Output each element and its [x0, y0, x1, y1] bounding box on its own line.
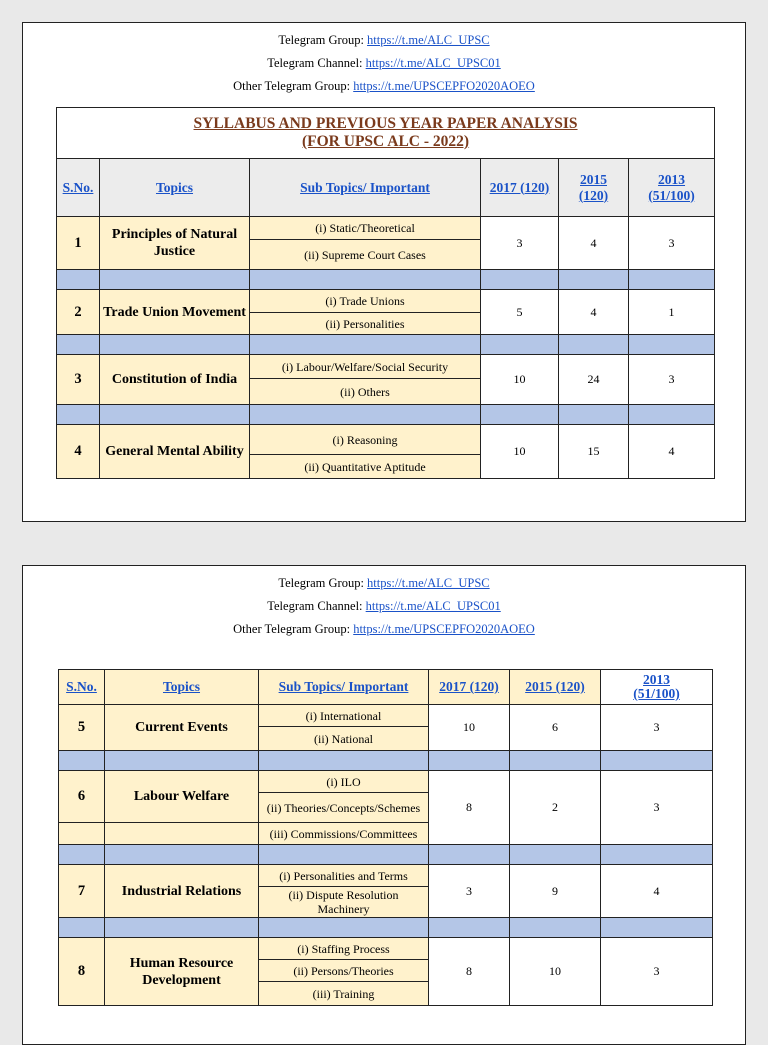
row-subtopic: (ii) National: [259, 727, 429, 751]
separator-row: [59, 751, 713, 771]
row-subtopic: (ii) Dispute Resolution Machinery: [259, 887, 429, 918]
telegram-group-label: Telegram Group:: [278, 33, 368, 47]
row-sno: 3: [57, 355, 100, 405]
row-sno: 6: [59, 771, 105, 823]
header-row: [57, 159, 715, 217]
document-page-1: [22, 22, 746, 522]
telegram-channel-link[interactable]: https://t.me/ALC_UPSC01: [365, 599, 501, 613]
row-2013: 3: [601, 705, 713, 751]
telegram-channel-line: [23, 52, 745, 75]
header-2015: 2015 (120): [559, 159, 629, 217]
table-title: [57, 108, 715, 159]
row-2015: 4: [559, 290, 629, 335]
table-row: [57, 290, 715, 313]
header-sno: S.No.: [57, 159, 100, 217]
other-telegram-label: Other Telegram Group:: [233, 79, 354, 93]
telegram-group-line: [23, 572, 745, 595]
row-2015: 15: [559, 425, 629, 479]
row-topic: Trade Union Movement: [100, 290, 250, 335]
other-telegram-label: Other Telegram Group:: [233, 622, 354, 636]
table-row: [59, 771, 713, 793]
row-2015: 6: [510, 705, 601, 751]
row-topic: Human Resource Development: [105, 938, 259, 1006]
row-subtopic: (iii) Commissions/Committees: [259, 823, 429, 845]
other-telegram-link[interactable]: https://t.me/UPSCEPFO2020AOEO: [353, 79, 535, 93]
title-line-1: SYLLABUS AND PREVIOUS YEAR PAPER ANALYSIS: [193, 115, 578, 132]
row-subtopic: (i) Personalities and Terms: [259, 865, 429, 887]
row-sno: 1: [57, 217, 100, 270]
row-subtopic: (iii) Training: [259, 982, 429, 1006]
row-2013: 3: [601, 771, 713, 845]
table-row: [59, 705, 713, 727]
table-row: [57, 217, 715, 240]
row-2013: 3: [629, 355, 715, 405]
row-subtopic: (ii) Quantitative Aptitude: [250, 455, 481, 479]
separator-row: [57, 405, 715, 425]
header-2017: 2017 (120): [481, 159, 559, 217]
row-subtopic: (i) ILO: [259, 771, 429, 793]
row-subtopic: (ii) Personalities: [250, 313, 481, 335]
header-2017: 2017 (120): [429, 670, 510, 705]
row-2017: 10: [429, 705, 510, 751]
row-2015: 24: [559, 355, 629, 405]
telegram-group-link[interactable]: https://t.me/ALC_UPSC: [367, 33, 490, 47]
telegram-links: [23, 572, 745, 641]
other-telegram-line: [23, 618, 745, 641]
row-sno: 5: [59, 705, 105, 751]
syllabus-table-1: [56, 107, 715, 479]
row-subtopic: (i) Static/Theoretical: [250, 217, 481, 240]
syllabus-table-2: [58, 669, 713, 1006]
row-topic: Principles of Natural Justice: [100, 217, 250, 270]
row-topic: Labour Welfare: [105, 771, 259, 823]
telegram-group-link[interactable]: https://t.me/ALC_UPSC: [367, 576, 490, 590]
telegram-channel-link[interactable]: https://t.me/ALC_UPSC01: [365, 56, 501, 70]
row-2013: 3: [629, 217, 715, 270]
row-topic: General Mental Ability: [100, 425, 250, 479]
row-subtopic: (ii) Theories/Concepts/Schemes: [259, 793, 429, 823]
row-2015: 9: [510, 865, 601, 918]
header-2013: 2013 (51/100): [629, 159, 715, 217]
separator-row: [57, 335, 715, 355]
other-telegram-line: [23, 75, 745, 98]
row-topic: Constitution of India: [100, 355, 250, 405]
separator-row: [57, 270, 715, 290]
telegram-channel-label: Telegram Channel:: [267, 56, 366, 70]
row-subtopic: (ii) Persons/Theories: [259, 960, 429, 982]
row-sno: 8: [59, 938, 105, 1006]
telegram-channel-label: Telegram Channel:: [267, 599, 366, 613]
row-sno: 2: [57, 290, 100, 335]
row-2017: 3: [429, 865, 510, 918]
row-2015: 10: [510, 938, 601, 1006]
telegram-group-line: [23, 29, 745, 52]
header-sno: S.No.: [59, 670, 105, 705]
header-subtopics: Sub Topics/ Important: [250, 159, 481, 217]
separator-row: [59, 918, 713, 938]
header-2015: 2015 (120): [510, 670, 601, 705]
row-2017: 10: [481, 425, 559, 479]
header-row: [59, 670, 713, 705]
row-subtopic: (i) Staffing Process: [259, 938, 429, 960]
row-sno: 4: [57, 425, 100, 479]
row-2017: 8: [429, 938, 510, 1006]
row-2017: 8: [429, 771, 510, 845]
row-2013: 4: [629, 425, 715, 479]
header-2013: 2013 (51/100): [601, 670, 713, 705]
telegram-links: [23, 29, 745, 98]
separator-row: [59, 845, 713, 865]
table-row: [59, 938, 713, 960]
row-subtopic: (i) Reasoning: [250, 425, 481, 455]
row-2017: 5: [481, 290, 559, 335]
telegram-group-label: Telegram Group:: [278, 576, 368, 590]
row-subtopic: (i) Trade Unions: [250, 290, 481, 313]
title-line-2: (FOR UPSC ALC - 2022): [302, 133, 470, 150]
row-2017: 3: [481, 217, 559, 270]
row-subtopic: (ii) Others: [250, 379, 481, 405]
row-subtopic: (i) International: [259, 705, 429, 727]
other-telegram-link[interactable]: https://t.me/UPSCEPFO2020AOEO: [353, 622, 535, 636]
row-2013: 1: [629, 290, 715, 335]
header-subtopics: Sub Topics/ Important: [259, 670, 429, 705]
header-topics: Topics: [100, 159, 250, 217]
telegram-channel-line: [23, 595, 745, 618]
row-2013: 4: [601, 865, 713, 918]
row-sno-blank: [59, 823, 105, 845]
row-topic-blank: [105, 823, 259, 845]
row-2015: 4: [559, 217, 629, 270]
row-topic: Current Events: [105, 705, 259, 751]
table-row: [59, 865, 713, 887]
row-2017: 10: [481, 355, 559, 405]
table-row: [57, 425, 715, 455]
row-2015: 2: [510, 771, 601, 845]
row-subtopic: (i) Labour/Welfare/Social Security: [250, 355, 481, 379]
row-topic: Industrial Relations: [105, 865, 259, 918]
row-2013: 3: [601, 938, 713, 1006]
row-subtopic: (ii) Supreme Court Cases: [250, 240, 481, 270]
row-sno: 7: [59, 865, 105, 918]
header-topics: Topics: [105, 670, 259, 705]
document-page-2: [22, 565, 746, 1045]
table-row: [57, 355, 715, 379]
